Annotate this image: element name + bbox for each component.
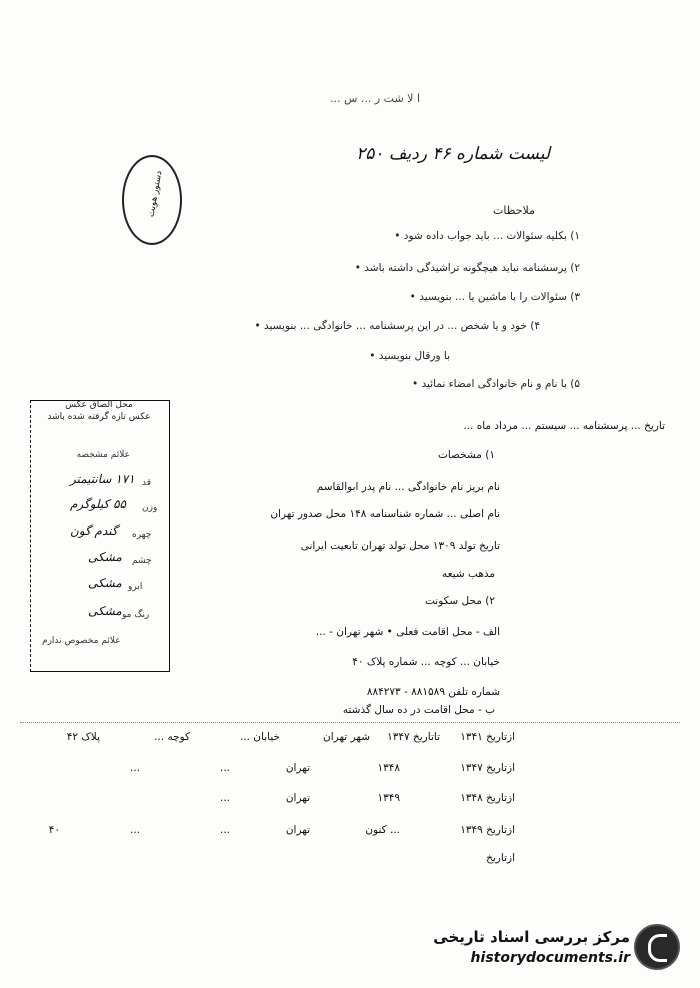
special-marks: علائم مخصوص ندارم	[42, 636, 121, 646]
instruction-4: ۴) خود و یا شخص ... در این پرسشنامه ... خانوادگی ... بنویسید •	[254, 320, 540, 332]
table-row-1-plate: پلاک ۴۲	[66, 731, 100, 743]
birth-row: تاریخ تولد ۱۳۰۹ محل تولد تهران تابعیت ایرانی	[300, 540, 500, 552]
round-stamp	[122, 155, 182, 245]
instruction-5: ۵) با نام و نام خانوادگی امضاء نمائید •	[411, 378, 580, 390]
table-row-1-lane: کوچه ...	[154, 731, 190, 743]
residence-heading: ب - محل اقامت در ده سال گذشته	[342, 704, 495, 716]
height-value: ۱۷۱ سانتیمتر	[70, 472, 135, 486]
instruction-3: ۳) سئوالات را با ماشین یا ... بنویسید •	[409, 291, 580, 303]
section1-title: ۱) مشخصات	[437, 449, 495, 461]
brow-value: مشکی	[88, 576, 122, 590]
table-row-1-city: شهر تهران	[323, 731, 370, 743]
eye-value: مشکی	[88, 550, 122, 564]
list-number: لیست شماره ۴۶ ردیف ۲۵۰	[356, 144, 550, 164]
table-row-2-to: ۱۳۴۸	[377, 762, 400, 774]
section2-title: ۲) محل سکونت	[424, 595, 495, 607]
watermark	[420, 918, 690, 978]
photo-caption: محل الصاق عکس عکس تازه گرفته شده باشد	[47, 400, 151, 422]
instruction-1: ۱) بکلیه سئوالات ... باید جواب داده شود •	[394, 230, 580, 242]
table-row-1-from: ازتاریخ ۱۳۴۱	[460, 731, 515, 743]
hair-value: مشکی	[88, 604, 122, 618]
table-row-2-city: تهران	[285, 762, 310, 774]
id-row: نام اصلی ... شماره شناسنامه ۱۴۸ محل صدور تهران	[270, 508, 500, 520]
residence-divider	[20, 722, 680, 723]
height-label: قد	[142, 478, 152, 488]
phone-row: شماره تلفن ۸۸۱۵۸۹ - ۸۸۴۲۷۳	[366, 686, 500, 698]
table-row-3-city: تهران	[285, 792, 310, 804]
brow-label: ابرو	[128, 582, 143, 592]
table-row-4-plate: ۴۰	[48, 824, 60, 836]
hair-label: رنگ مو	[122, 610, 150, 620]
table-row-4-city: تهران	[285, 824, 310, 836]
weight-label: وزن	[142, 503, 158, 513]
address-row: الف - محل اقامت فعلی • شهر تهران - ...	[315, 626, 500, 638]
weight-value: ۵۵ کیلوگرم	[70, 497, 126, 511]
instruction-4-cont: با ورقال بنویسید •	[369, 350, 450, 362]
date-line: تاریخ ... پرسشنامه ... سیستم ... مرداد ماه ...	[463, 420, 665, 432]
complexion-label: چهره	[132, 530, 152, 540]
eye-label: چشم	[132, 556, 152, 566]
table-row-3-to: ۱۳۴۹	[377, 792, 400, 804]
round-stamp-text: دستور هویت	[146, 170, 165, 218]
religion-row: مذهب شیعه	[442, 568, 495, 580]
instruction-2: ۲) پرسشنامه نباید هیچگونه تراشیدگی داشته باشد •	[354, 262, 580, 274]
table-row-5-from: ازتاریخ	[486, 852, 515, 864]
street-row: خیابان ... کوچه ... شماره پلاک ۴۰	[352, 656, 500, 668]
watermark-title: مرکز بررسی اسناد تاریخی	[433, 928, 630, 946]
table-row-3-from: ازتاریخ ۱۳۴۸	[460, 792, 515, 804]
table-row-4-lane: ...	[129, 824, 140, 836]
table-row-1-to: تاتاریخ ۱۳۴۷	[387, 731, 440, 743]
table-row-3-street: ...	[219, 792, 230, 804]
complexion-value: گندم گون	[70, 524, 118, 538]
name-row: نام بریز نام خانوادگی ... نام پدر ابوالقاسم	[316, 481, 500, 493]
table-row-4-street: ...	[219, 824, 230, 836]
table-row-2-from: ازتاریخ ۱۳۴۷	[460, 762, 515, 774]
archive-logo-icon	[634, 924, 680, 970]
top-scrawl: ا لا شت ر ... س ...	[329, 92, 420, 105]
table-row-2-lane: ...	[129, 762, 140, 774]
table-row-4-from: ازتاریخ ۱۳۴۹	[460, 824, 515, 836]
attention-heading: ملاحظات	[493, 204, 535, 217]
physical-heading: علائم مشخصه	[76, 450, 130, 460]
watermark-url: historydocuments.ir	[470, 950, 630, 966]
table-row-2-street: ...	[219, 762, 230, 774]
table-row-4-to: ... کنون	[365, 824, 400, 836]
table-row-1-street: خیابان ...	[239, 731, 280, 743]
